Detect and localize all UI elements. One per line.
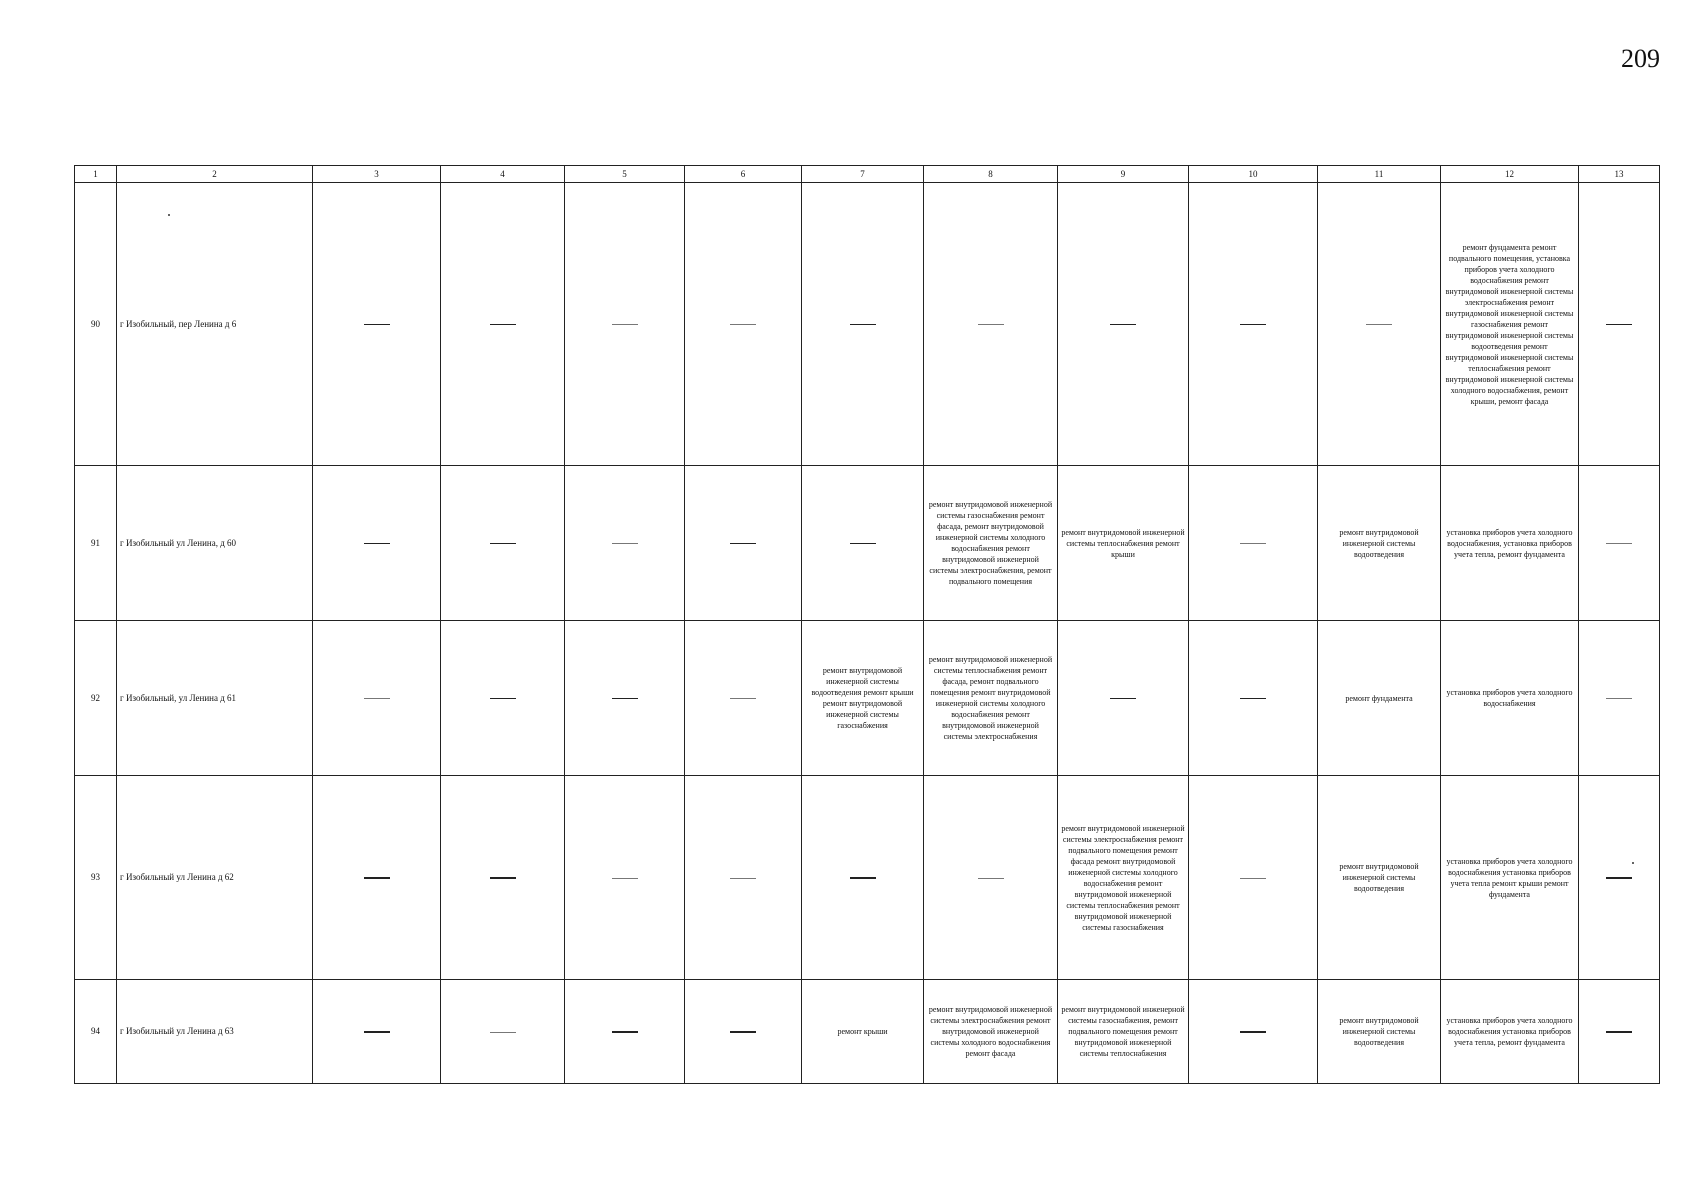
works-cell: ремонт внутридомовой инженерной системы водоотведения — [1318, 980, 1441, 1084]
row-address: г Изобильный, ул Ленина д 61 — [117, 621, 313, 776]
empty-cell-dash — [1058, 183, 1189, 466]
works-cell: установка приборов учета холодного водоснабжения — [1441, 621, 1579, 776]
empty-cell-dash — [685, 776, 802, 980]
column-number: 1 — [75, 166, 117, 183]
column-number: 5 — [565, 166, 685, 183]
row-address: г Изобильный ул Ленина, д 60 — [117, 466, 313, 621]
empty-cell-dash — [441, 621, 565, 776]
row-address: г Изобильный, пер Ленина д 6 — [117, 183, 313, 466]
empty-cell-dash — [313, 183, 441, 466]
empty-cell-dash — [1579, 980, 1660, 1084]
works-cell: ремонт фундамента — [1318, 621, 1441, 776]
empty-cell-dash — [313, 776, 441, 980]
empty-cell-dash — [1318, 183, 1441, 466]
empty-cell-dash — [1579, 466, 1660, 621]
column-number: 11 — [1318, 166, 1441, 183]
empty-cell-dash — [565, 776, 685, 980]
empty-cell-dash — [685, 980, 802, 1084]
table-row — [75, 980, 1660, 1084]
empty-cell-dash — [1058, 621, 1189, 776]
empty-cell-dash — [565, 980, 685, 1084]
works-cell: ремонт внутридомовой инженерной системы теплоснабжения ремонт крыши — [1058, 466, 1189, 621]
works-cell: ремонт внутридомовой инженерной системы электроснабжения ремонт внутридомовой инженерной системы холодного водоснабжения ремонт фасада — [924, 980, 1058, 1084]
row-address: г Изобильный ул Ленина д 62 — [117, 776, 313, 980]
empty-cell-dash — [924, 776, 1058, 980]
works-cell: установка приборов учета холодного водоснабжения, установка приборов учета тепла, ремонт фундамента — [1441, 466, 1579, 621]
empty-cell-dash — [1189, 466, 1318, 621]
column-number: 12 — [1441, 166, 1579, 183]
empty-cell-dash — [802, 776, 924, 980]
works-cell: ремонт фундамента ремонт подвального помещения, установка приборов учета холодного водоснабжения ремонт внутридомовой инженерной системы электроснабжения ремонт внутридомовой инженерной системы газоснабжения ремонт внутридомовой инженерной системы водоотведения ремонт внутридомовой инженерной системы теплоснабжения ремонт внутридомовой инженерной системы холодного водоснабжения, ремонт крыши, ремонт фасада — [1441, 183, 1579, 466]
empty-cell-dash — [1579, 776, 1660, 980]
empty-cell-dash — [565, 183, 685, 466]
empty-cell-dash — [313, 621, 441, 776]
table-row — [75, 183, 1660, 466]
works-cell: ремонт внутридомовой инженерной системы водоотведения — [1318, 776, 1441, 980]
table-row — [75, 776, 1660, 980]
empty-cell-dash — [1189, 980, 1318, 1084]
scan-speck — [1632, 862, 1634, 864]
empty-cell-dash — [1579, 621, 1660, 776]
column-number-header — [75, 166, 1660, 183]
empty-cell-dash — [685, 183, 802, 466]
empty-cell-dash — [441, 980, 565, 1084]
works-cell: установка приборов учета холодного водоснабжения установка приборов учета тепла ремонт крыши ремонт фундамента — [1441, 776, 1579, 980]
row-address: г Изобильный ул Ленина д 63 — [117, 980, 313, 1084]
row-number: 93 — [75, 776, 117, 980]
works-cell: ремонт внутридомовой инженерной системы газоснабжения, ремонт подвального помещения ремонт внутридомовой инженерной системы теплоснабжения — [1058, 980, 1189, 1084]
empty-cell-dash — [685, 621, 802, 776]
column-number: 2 — [117, 166, 313, 183]
column-number: 13 — [1579, 166, 1660, 183]
column-number: 4 — [441, 166, 565, 183]
works-cell: ремонт внутридомовой инженерной системы электроснабжения ремонт подвального помещения ремонт фасада ремонт внутридомовой инженерной системы холодного водоснабжения ремонт внутридомовой инженерной системы теплоснабжения ремонт внутридомовой инженерной системы газоснабжения — [1058, 776, 1189, 980]
row-number: 91 — [75, 466, 117, 621]
row-number: 90 — [75, 183, 117, 466]
column-number: 9 — [1058, 166, 1189, 183]
scan-speck — [168, 214, 170, 216]
empty-cell-dash — [685, 466, 802, 621]
empty-cell-dash — [441, 183, 565, 466]
column-number: 7 — [802, 166, 924, 183]
row-number: 94 — [75, 980, 117, 1084]
page-number: 209 — [1621, 44, 1660, 73]
column-number: 8 — [924, 166, 1058, 183]
works-cell: ремонт внутридомовой инженерной системы теплоснабжения ремонт фасада, ремонт подвального помещения ремонт внутридомовой инженерной системы холодного водоснабжения ремонт внутридомовой инженерной системы электроснабжения — [924, 621, 1058, 776]
empty-cell-dash — [1189, 621, 1318, 776]
empty-cell-dash — [441, 466, 565, 621]
column-number: 3 — [313, 166, 441, 183]
empty-cell-dash — [313, 980, 441, 1084]
repair-register-table — [74, 165, 1660, 1084]
empty-cell-dash — [1579, 183, 1660, 466]
table-row — [75, 621, 1660, 776]
empty-cell-dash — [802, 466, 924, 621]
empty-cell-dash — [1189, 776, 1318, 980]
empty-cell-dash — [1189, 183, 1318, 466]
works-cell: установка приборов учета холодного водоснабжения установка приборов учета тепла, ремонт фундамента — [1441, 980, 1579, 1084]
empty-cell-dash — [441, 776, 565, 980]
column-number: 6 — [685, 166, 802, 183]
column-number: 10 — [1189, 166, 1318, 183]
empty-cell-dash — [565, 621, 685, 776]
empty-cell-dash — [565, 466, 685, 621]
table-row — [75, 466, 1660, 621]
empty-cell-dash — [924, 183, 1058, 466]
empty-cell-dash — [313, 466, 441, 621]
works-cell: ремонт внутридомовой инженерной системы водоотведения ремонт крыши ремонт внутридомовой инженерной системы газоснабжения — [802, 621, 924, 776]
works-cell: ремонт внутридомовой инженерной системы газоснабжения ремонт фасада, ремонт внутридомовой инженерной системы холодного водоснабжения ремонт внутридомовой инженерной системы электроснабжения, ремонт подвального помещения — [924, 466, 1058, 621]
empty-cell-dash — [802, 183, 924, 466]
works-cell: ремонт крыши — [802, 980, 924, 1084]
works-cell: ремонт внутридомовой инженерной системы водоотведения — [1318, 466, 1441, 621]
row-number: 92 — [75, 621, 117, 776]
